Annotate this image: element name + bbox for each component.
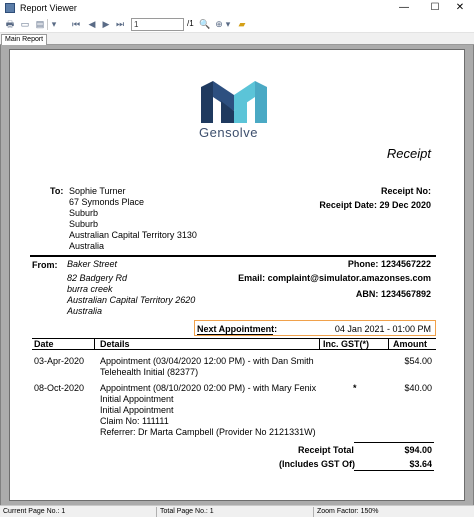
receipt-date-label: Receipt Date: [319,200,377,210]
gst-rule [354,470,434,471]
options-icon[interactable]: ▰ [238,19,246,29]
recipient-line: Suburb [69,219,99,229]
row-gst: * [353,383,357,393]
tab-main-report[interactable]: Main Report [1,34,47,45]
column-divider [319,338,320,350]
section-divider [30,255,436,257]
row-date: 08-Oct-2020 [34,383,85,393]
sender-line: Australia [67,306,103,316]
row-detail-line: Initial Appointment [100,394,174,404]
sender-line: burra creek [67,284,113,294]
current-page-status: Current Page No.: 1 [3,508,66,515]
page-setup-icon[interactable]: ▭ [20,19,30,29]
recipient-line: Australian Capital Territory 3130 [69,230,197,240]
next-appointment-value: 04 Jan 2021 - 01:00 PM [334,324,431,334]
total-page-status: Total Page No.: 1 [160,508,214,515]
to-label: To: [50,186,64,196]
receipt-total-label: Receipt Total [298,445,354,455]
recipient-address [69,186,197,252]
toolbar-separator [47,19,48,30]
find-icon[interactable]: 🔍 [199,19,211,29]
maximize-button[interactable]: ☐ [430,2,440,13]
total-rule [354,442,434,443]
page-number-input[interactable] [131,18,184,31]
recipient-line: Australia [69,241,105,251]
close-button[interactable]: ✕ [455,2,465,13]
toolbar [0,16,474,33]
row-detail-line: Referrer: Dr Marta Campbell (Provider No 2121331W) [100,427,316,437]
column-header-gst: Inc. GST(*) [323,339,370,349]
receipt-date-value: 29 Dec 2020 [379,200,431,210]
recipient-line: Sophie Turner [69,186,126,196]
gst-total-value: $3.64 [409,459,432,469]
row-detail-line: Appointment (03/04/2020 12:00 PM) - with Dan Smith [100,356,314,366]
app-icon [5,3,15,13]
title-bar [0,0,474,16]
receipt-no-label: Receipt No: [380,186,431,196]
row-detail-line: Initial Appointment [100,405,174,415]
next-appointment-label: Next Appointment: [197,324,278,334]
export-dropdown-icon[interactable]: ▾ [51,19,57,29]
table-header-rule [32,349,436,350]
print-icon[interactable]: 🖶 [5,19,15,29]
row-details [100,383,316,438]
first-page-icon[interactable]: ⏮ [71,19,81,29]
row-detail-line: Claim No: 111111 [100,416,169,426]
email-label: Email: [238,273,266,283]
next-appointment-box [194,320,436,336]
minimize-button[interactable]: — [399,2,409,13]
recipient-line: Suburb [69,208,99,218]
phone-label: Phone: [347,259,379,269]
column-header-details: Details [100,339,130,349]
report-viewer[interactable] [0,45,474,505]
zoom-dropdown-icon[interactable]: ▾ [225,19,231,29]
status-bar [0,505,474,517]
column-header-amount: Amount [393,339,427,349]
tab-strip [0,33,474,45]
row-amount: $54.00 [404,356,432,366]
report-page [9,49,465,501]
row-amount: $40.00 [404,383,432,393]
zoom-status: Zoom Factor: 150% [317,508,379,515]
email-value: complaint@simulator.amazonses.com [267,273,431,283]
row-date: 03-Apr-2020 [34,356,85,366]
recipient-line: 67 Symonds Place [69,197,145,207]
sender-line: Australian Capital Territory 2620 [67,295,196,305]
from-label: From: [32,260,58,270]
page-total-label: /1 [187,19,194,28]
email [238,273,431,283]
abn [356,289,431,299]
receipt-total-value: $94.00 [404,445,432,455]
next-page-icon[interactable]: ▶ [102,19,110,29]
gst-total-label: (Includes GST Of) [279,459,356,469]
gensolve-logo-icon [201,81,267,123]
status-separator [156,507,157,517]
receipt-date [319,200,431,210]
sender-line: 82 Badgery Rd [67,273,128,283]
column-divider [388,338,389,350]
export-icon[interactable]: ▤ [35,19,45,29]
abn-label: ABN: [355,289,379,299]
label-underline [197,334,273,335]
row-detail-line: Appointment (08/10/2020 02:00 PM) - with Mary Fenix [100,383,317,393]
table-top-rule [32,338,436,339]
last-page-icon[interactable]: ⏭ [115,19,125,29]
receipt-title: Receipt [386,146,431,161]
brand-name: Gensolve [199,125,258,140]
prev-page-icon[interactable]: ◀ [88,19,96,29]
window-title: Report Viewer [20,3,77,13]
status-separator [313,507,314,517]
row-details [100,356,314,378]
phone-value: 1234567222 [380,259,431,269]
column-divider [94,338,95,350]
zoom-icon[interactable]: ⊕ [215,19,223,29]
abn-value: 1234567892 [380,289,431,299]
column-header-date: Date [34,339,54,349]
phone [348,259,431,269]
row-detail-line: Telehealth Initial (82377) [100,367,199,377]
sender-line: Baker Street [67,259,118,269]
sender-address [67,259,195,317]
